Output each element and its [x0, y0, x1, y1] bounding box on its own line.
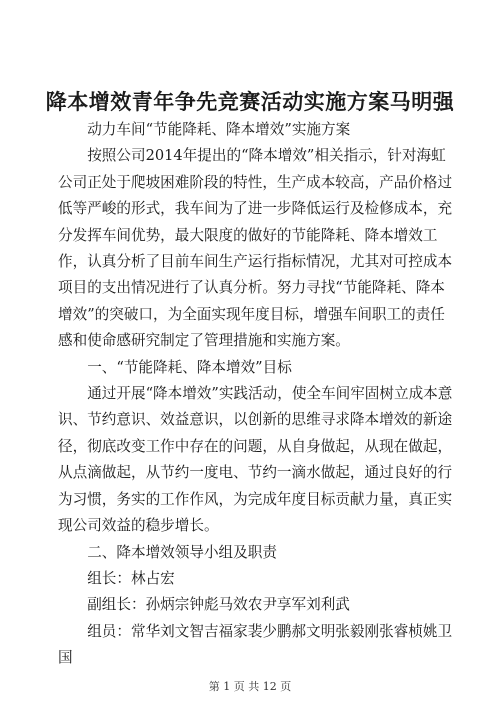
section-heading-goals: 一、“节能降耗、降本增效”目标 [87, 358, 292, 376]
page-number-footer: 第 1 页 共 12 页 [208, 680, 292, 693]
leader-line: 组长：林占宏 [87, 569, 175, 587]
document-title: 降本增效青年争先竞赛活动实施方案马明强 [45, 89, 455, 114]
intro-paragraph: 按照公司2014年提出的“降本增效”相关指示，针对海虹公司正处于爬坡困难阶段的特性，生产成本较高，产品价格过低等严峻的形式，我车间为了进一步降低运行及检修成本，充分发挥车间优势，最大限度的做好的节能降耗、降本增效工作，认真分析了目前车间生产运行指标情况，尤其对可控成本项目的支出情况进行了认真分析。努力寻找“节能降耗、降本增效”的突破口，为全面实现年度目标，增强车间职工的责任感和使命感研究制定了管理措施和实施方案。 [58, 147, 453, 350]
document-body [58, 117, 453, 672]
subtitle-paragraph: 动力车间“节能降耗、降本增效”实施方案 [87, 121, 351, 138]
members-line: 组员：常华刘文智吉福家裴少鹏郝文明张毅刚张睿桢姚卫国 [58, 622, 453, 667]
section-heading-leadership: 二、降本增效领导小组及职责 [87, 543, 277, 561]
deputy-leaders-line: 副组长：孙炳宗钟彪马效农尹享军刘利武 [87, 596, 350, 614]
goals-paragraph: 通过开展“降本增效”实践活动，使全车间牢固树立成本意识、节约意识、效益意识，以创新的思维寻求降本增效的新途径，彻底改变工作中存在的问题，从自身做起，从现在做起，从点滴做起，从节约一度电、节约一滴水做起，通过良好的行为习惯，务实的工作作风，为完成年度目标贡献力量，真正实现公司效益的稳步增长。 [58, 385, 453, 535]
